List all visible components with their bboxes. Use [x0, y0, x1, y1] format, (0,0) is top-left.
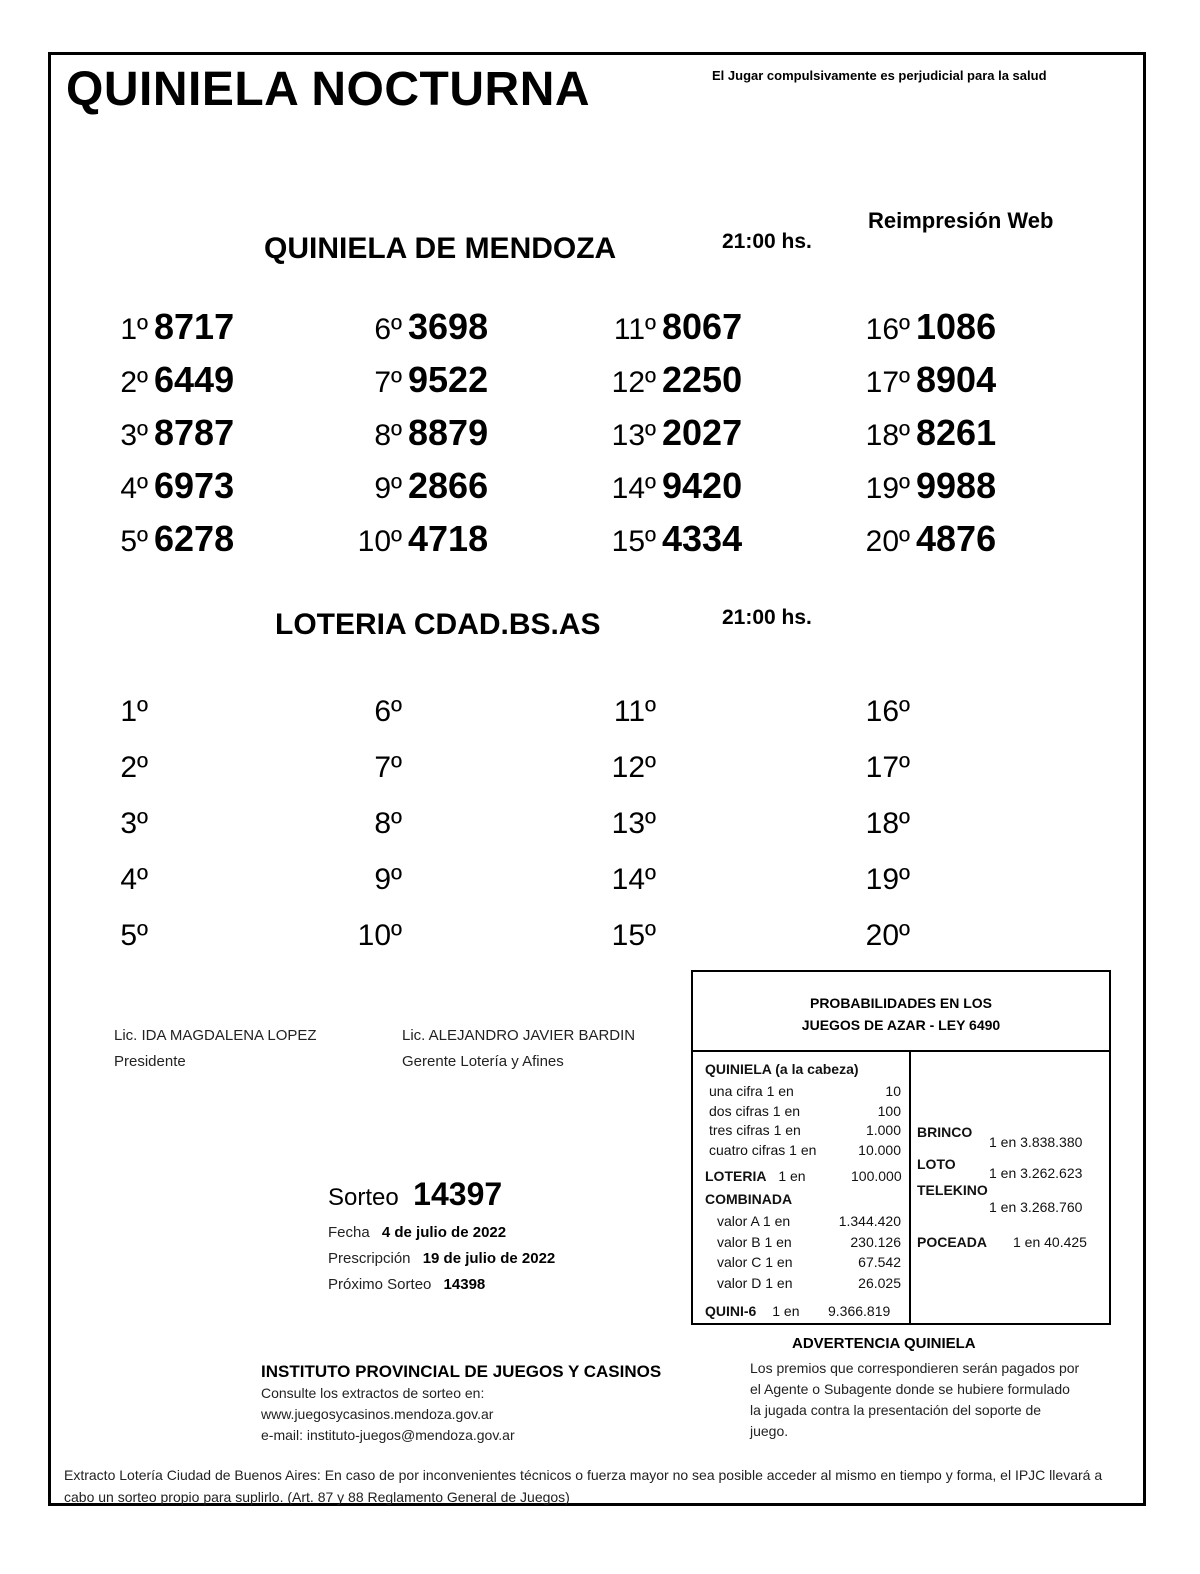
loteria-result-12	[600, 744, 662, 786]
mendoza-section-title: QUINIELA DE MENDOZA	[264, 232, 617, 265]
loteria-result-8	[346, 800, 408, 842]
brinco-prob-label: BRINCO	[917, 1124, 973, 1140]
loteria-position-label: 20º	[865, 919, 910, 952]
mendoza-position-label: 10º	[357, 525, 402, 558]
manager-role: Gerente Lotería y Afines	[402, 1053, 564, 1070]
mendoza-result-5	[108, 518, 234, 560]
loteria-position-label: 12º	[611, 751, 656, 784]
mendoza-winning-number: 8067	[662, 306, 743, 347]
loteria-prob-label: LOTERIA	[705, 1168, 767, 1184]
fecha-row	[328, 1224, 506, 1241]
loteria-result-18	[854, 800, 916, 842]
mendoza-position-label: 4º	[120, 472, 148, 505]
mendoza-result-12	[600, 359, 742, 401]
loteria-position-label: 11º	[613, 695, 656, 728]
loteria-result-4	[108, 856, 154, 898]
mendoza-result-3	[108, 412, 234, 454]
sorteo-number: 14397	[413, 1176, 503, 1212]
loteria-result-13	[600, 800, 662, 842]
mendoza-winning-number: 6973	[154, 465, 235, 506]
combinada-prob-row-label: valor B 1 en	[717, 1233, 792, 1250]
institute-line1: Consulte los extractos de sorteo en:	[261, 1385, 485, 1401]
loteria-result-20	[854, 912, 916, 954]
combinada-prob-label: COMBINADA	[705, 1191, 793, 1207]
mendoza-result-13	[600, 412, 742, 454]
reprint-label: Reimpresión Web	[868, 208, 1054, 233]
loteria-position-label: 6º	[374, 695, 402, 728]
quiniela-prob-label: QUINIELA (a la cabeza)	[705, 1061, 859, 1077]
manager-name: Lic. ALEJANDRO JAVIER BARDIN	[402, 1027, 636, 1044]
loto-prob-label: LOTO	[917, 1156, 956, 1172]
president-role: Presidente	[114, 1053, 186, 1070]
combinada-prob-row-value: 26.025	[858, 1274, 901, 1291]
combinada-prob-row-label: valor D 1 en	[717, 1274, 793, 1291]
mendoza-winning-number: 9988	[916, 465, 997, 506]
loteria-result-7	[346, 744, 408, 786]
combinada-prob-row-label: valor A 1 en	[717, 1213, 791, 1229]
proximo-row	[328, 1276, 485, 1293]
mendoza-result-4	[108, 465, 234, 507]
loteria-position-label: 13º	[611, 807, 656, 840]
mendoza-position-label: 6º	[374, 313, 402, 346]
mendoza-result-15	[600, 518, 742, 560]
probabilities-title-line1: PROBABILIDADES EN LOS	[809, 995, 992, 1011]
probabilities-title-line2: JUEGOS DE AZAR - LEY 6490	[801, 1017, 1001, 1033]
mendoza-result-16	[854, 306, 996, 348]
fecha-value: 4 de julio de 2022	[381, 1224, 507, 1241]
mendoza-position-label: 9º	[374, 472, 402, 505]
page-title: QUINIELA NOCTURNA	[66, 63, 591, 116]
mendoza-position-label: 20º	[865, 525, 910, 558]
mendoza-winning-number: 1086	[916, 306, 997, 347]
brinco-prob-value: 1 en 3.838.380	[989, 1134, 1083, 1150]
institute-contact	[261, 1383, 515, 1446]
mendoza-winning-number: 8787	[154, 412, 235, 453]
mendoza-position-label: 5º	[120, 525, 148, 558]
signature-manager	[402, 1023, 635, 1075]
mendoza-winning-number: 8879	[408, 412, 489, 453]
mendoza-position-label: 12º	[611, 366, 656, 399]
mendoza-result-7	[346, 359, 488, 401]
quiniela-prob-row-value: 1.000	[865, 1122, 901, 1138]
mendoza-winning-number: 2866	[408, 465, 489, 506]
loteria-result-11	[600, 688, 662, 730]
mendoza-position-label: 19º	[865, 472, 910, 505]
advertencia-text: Los premios que correspondieren serán pagados por el Agente o Subagente donde se hubiere formulado la jugada contra la presentación del soporte de juego.	[750, 1360, 1080, 1439]
loteria-position-label: 4º	[120, 863, 148, 896]
mendoza-position-label: 3º	[120, 419, 148, 452]
mendoza-result-1	[108, 306, 234, 348]
loteria-result-16	[854, 688, 916, 730]
probabilities-box	[691, 970, 1111, 1325]
mendoza-result-19	[854, 465, 996, 507]
loteria-result-1	[108, 688, 154, 730]
loteria-position-label: 19º	[865, 863, 910, 896]
sorteo-block	[328, 1176, 502, 1213]
probabilities-title	[693, 972, 1109, 1052]
mendoza-result-14	[600, 465, 742, 507]
president-name: Lic. IDA MAGDALENA LOPEZ	[114, 1027, 317, 1044]
quiniela-prob-row-label: cuatro cifras 1 en	[709, 1141, 817, 1158]
quiniela-prob-row-label: dos cifras 1 en	[709, 1102, 801, 1119]
loteria-position-label: 3º	[120, 807, 148, 840]
sorteo-label: Sorteo	[328, 1184, 399, 1211]
loteria-result-19	[854, 856, 916, 898]
loteria-position-label: 15º	[611, 919, 656, 952]
quiniela-prob-row-value: 10.000	[858, 1141, 901, 1158]
loteria-time: 21:00 hs.	[722, 606, 812, 629]
mendoza-result-8	[346, 412, 488, 454]
mendoza-winning-number: 4876	[916, 518, 997, 559]
loteria-position-label: 16º	[865, 695, 910, 728]
quini6-prob-text: 1 en	[772, 1303, 800, 1319]
loteria-position-label: 2º	[120, 751, 148, 784]
quiniela-prob-row-label: tres cifras 1 en	[709, 1122, 801, 1138]
poceada-prob-label: POCEADA	[917, 1234, 988, 1250]
loteria-result-10	[346, 912, 408, 954]
quini6-prob-label: QUINI-6	[705, 1303, 757, 1319]
mendoza-winning-number: 4334	[662, 518, 743, 559]
loteria-result-15	[600, 912, 662, 954]
combinada-prob-row-value: 230.126	[850, 1233, 901, 1250]
institute-website: www.juegosycasinos.mendoza.gov.ar	[261, 1406, 494, 1422]
mendoza-winning-number: 6449	[154, 359, 235, 400]
institute-email: e-mail: instituto-juegos@mendoza.gov.ar	[261, 1427, 515, 1443]
mendoza-winning-number: 6278	[154, 518, 235, 559]
loteria-position-label: 5º	[120, 919, 148, 952]
probabilities-divider	[909, 1052, 911, 1324]
loteria-result-9	[346, 856, 408, 898]
mendoza-position-label: 1º	[120, 313, 148, 346]
mendoza-result-18	[854, 412, 996, 454]
mendoza-result-2	[108, 359, 234, 401]
loteria-position-label: 7º	[374, 751, 402, 784]
prescripcion-row	[328, 1250, 555, 1267]
mendoza-position-label: 11º	[613, 313, 656, 346]
quiniela-prob-row-label: una cifra 1 en	[709, 1083, 794, 1099]
mendoza-winning-number: 3698	[408, 306, 489, 347]
poceada-prob-value: 1 en 40.425	[1013, 1234, 1087, 1250]
quiniela-prob-row-value: 10	[885, 1083, 901, 1099]
quiniela-prob-row-value: 100	[877, 1102, 901, 1119]
combinada-prob-row-value: 67.542	[858, 1254, 901, 1270]
loteria-result-14	[600, 856, 662, 898]
mendoza-winning-number: 2250	[662, 359, 743, 400]
loteria-result-6	[346, 688, 408, 730]
mendoza-winning-number: 9522	[408, 359, 489, 400]
loteria-position-label: 8º	[374, 807, 402, 840]
prescripcion-label: Prescripción	[328, 1250, 411, 1267]
mendoza-position-label: 16º	[865, 313, 910, 346]
mendoza-position-label: 13º	[611, 419, 656, 452]
mendoza-position-label: 14º	[611, 472, 656, 505]
loteria-position-label: 18º	[865, 807, 910, 840]
mendoza-winning-number: 8261	[916, 412, 997, 453]
mendoza-winning-number: 8717	[154, 306, 235, 347]
signature-president	[114, 1023, 317, 1075]
mendoza-position-label: 17º	[865, 366, 910, 399]
institute-name: INSTITUTO PROVINCIAL DE JUEGOS Y CASINOS	[261, 1362, 662, 1381]
mendoza-winning-number: 8904	[916, 359, 997, 400]
combinada-prob-row-label: valor C 1 en	[717, 1254, 793, 1270]
proximo-label: Próximo Sorteo	[328, 1276, 432, 1293]
footer-note: Extracto Lotería Ciudad de Buenos Aires: En caso de por inconvenientes técnicos o fuerza mayor no sea posible acceder al mismo en tiempo y forma, el IPJC llevará a cabo un sorteo propio para suplirlo. (Art. 87 y 88 Reglamento General de Juegos)	[64, 1467, 1103, 1505]
loteria-position-label: 9º	[374, 863, 402, 896]
mendoza-winning-number: 2027	[662, 412, 743, 453]
quini6-prob-row	[705, 1303, 799, 1319]
loteria-section-title: LOTERIA CDAD.BS.AS	[275, 608, 601, 641]
loteria-result-5	[108, 912, 154, 954]
mendoza-position-label: 18º	[865, 419, 910, 452]
loteria-position-label: 14º	[611, 863, 656, 896]
loteria-prob-text: 1 en	[778, 1168, 806, 1184]
mendoza-result-17	[854, 359, 996, 401]
health-warning: El Jugar compulsivamente es perjudicial para la salud	[712, 68, 1047, 83]
loteria-position-label: 10º	[357, 919, 402, 952]
loteria-result-2	[108, 744, 154, 786]
loto-prob-value: 1 en 3.262.623	[989, 1165, 1083, 1181]
mendoza-winning-number: 9420	[662, 465, 743, 506]
mendoza-result-10	[346, 518, 488, 560]
mendoza-result-6	[346, 306, 488, 348]
quini6-prob-value: 9.366.819	[828, 1303, 891, 1319]
loteria-position-label: 17º	[865, 751, 910, 784]
loteria-position-label: 1º	[120, 695, 148, 728]
mendoza-result-11	[600, 306, 742, 348]
loteria-prob-row	[705, 1168, 806, 1184]
fecha-label: Fecha	[328, 1224, 370, 1241]
mendoza-position-label: 15º	[611, 525, 656, 558]
loteria-result-17	[854, 744, 916, 786]
loteria-prob-value: 100.000	[851, 1168, 902, 1184]
mendoza-position-label: 7º	[374, 366, 402, 399]
mendoza-result-20	[854, 518, 996, 560]
telekino-prob-value: 1 en 3.268.760	[989, 1199, 1083, 1215]
mendoza-position-label: 2º	[120, 366, 148, 399]
combinada-prob-row-value: 1.344.420	[838, 1213, 901, 1229]
proximo-value: 14398	[443, 1276, 486, 1293]
mendoza-position-label: 8º	[374, 419, 402, 452]
telekino-prob-label: TELEKINO	[917, 1182, 988, 1198]
advertencia-title: ADVERTENCIA QUINIELA	[792, 1335, 976, 1352]
mendoza-result-9	[346, 465, 488, 507]
loteria-result-3	[108, 800, 154, 842]
mendoza-time: 21:00 hs.	[722, 230, 812, 253]
mendoza-winning-number: 4718	[408, 518, 489, 559]
prescripcion-value: 19 de julio de 2022	[422, 1250, 556, 1267]
